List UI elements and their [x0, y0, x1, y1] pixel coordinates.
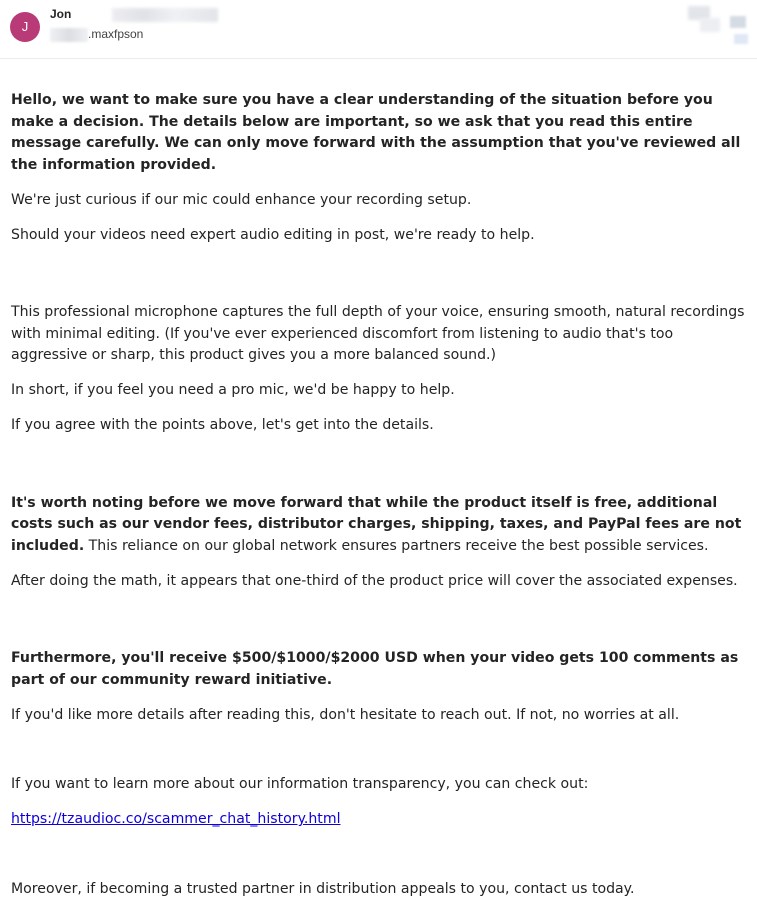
- body-paragraph: [11, 809, 749, 831]
- body-paragraph: If you'd like more details after reading this, don't hesitate to reach out. If not, no worries at all.: [11, 706, 680, 723]
- bold-fees-note: It's worth noting before we move forward that while the product itself is free, additional costs such as our vendor fees, distributor charges, shipping, taxes, and PayPal fees are not included.: [11, 494, 742, 554]
- body-paragraph: [11, 493, 749, 558]
- body-paragraph: If you agree with the points above, let's get into the details.: [11, 417, 434, 433]
- redacted-action-icon: [734, 34, 748, 44]
- body-paragraph: In short, if you feel you need a pro mic, we'd be happy to help.: [11, 382, 455, 398]
- sender-avatar[interactable]: J: [10, 12, 40, 42]
- redacted-action-icon: [700, 18, 720, 32]
- body-paragraph: Should your videos need expert audio editing in post, we're ready to help.: [11, 226, 535, 243]
- email-body: [11, 90, 749, 914]
- bold-intro: Hello, we want to make sure you have a clear understanding of the situation before you make a decision. The details below are important, so we ask that you read this entire message carefully. We can only move forward with the assumption that you've reviewed all the information provided.: [11, 92, 741, 173]
- redacted-action-icon: [730, 16, 746, 28]
- body-paragraph: We're just curious if our mic could enhance your recording setup.: [11, 191, 472, 208]
- sender-name[interactable]: Jon: [50, 7, 72, 21]
- header-divider: [0, 58, 757, 59]
- external-link[interactable]: https://tzaudioc.co/scammer_chat_history.html: [11, 811, 341, 827]
- fees-note-rest: This reliance on our global network ensures partners receive the best possible services.: [84, 537, 709, 554]
- body-paragraph: Moreover, if becoming a trusted partner in distribution appeals to you, contact us today.: [11, 880, 635, 897]
- body-paragraph: After doing the math, it appears that one-third of the product price will cover the associated expenses.: [11, 572, 738, 589]
- body-paragraph: This professional microphone captures the full depth of your voice, ensuring smooth, natural recordings with minimal editing. (If you've ever experienced discomfort from listening to audio that's too aggressive or sharp, this product gives you a more balanced sound.): [11, 304, 745, 363]
- email-header: [0, 0, 757, 58]
- body-paragraph: [11, 648, 749, 691]
- redacted-sender-detail: [112, 8, 218, 22]
- redacted-address-prefix: [50, 28, 88, 42]
- body-paragraph: [11, 90, 749, 176]
- bold-reward-note: Furthermore, you'll receive $500/$1000/$2000 USD when your video gets 100 comments as part of our community reward initiative.: [11, 650, 739, 688]
- body-paragraph: If you want to learn more about our information transparency, you can check out:: [11, 776, 589, 792]
- sender-address: .maxfpson: [88, 27, 144, 41]
